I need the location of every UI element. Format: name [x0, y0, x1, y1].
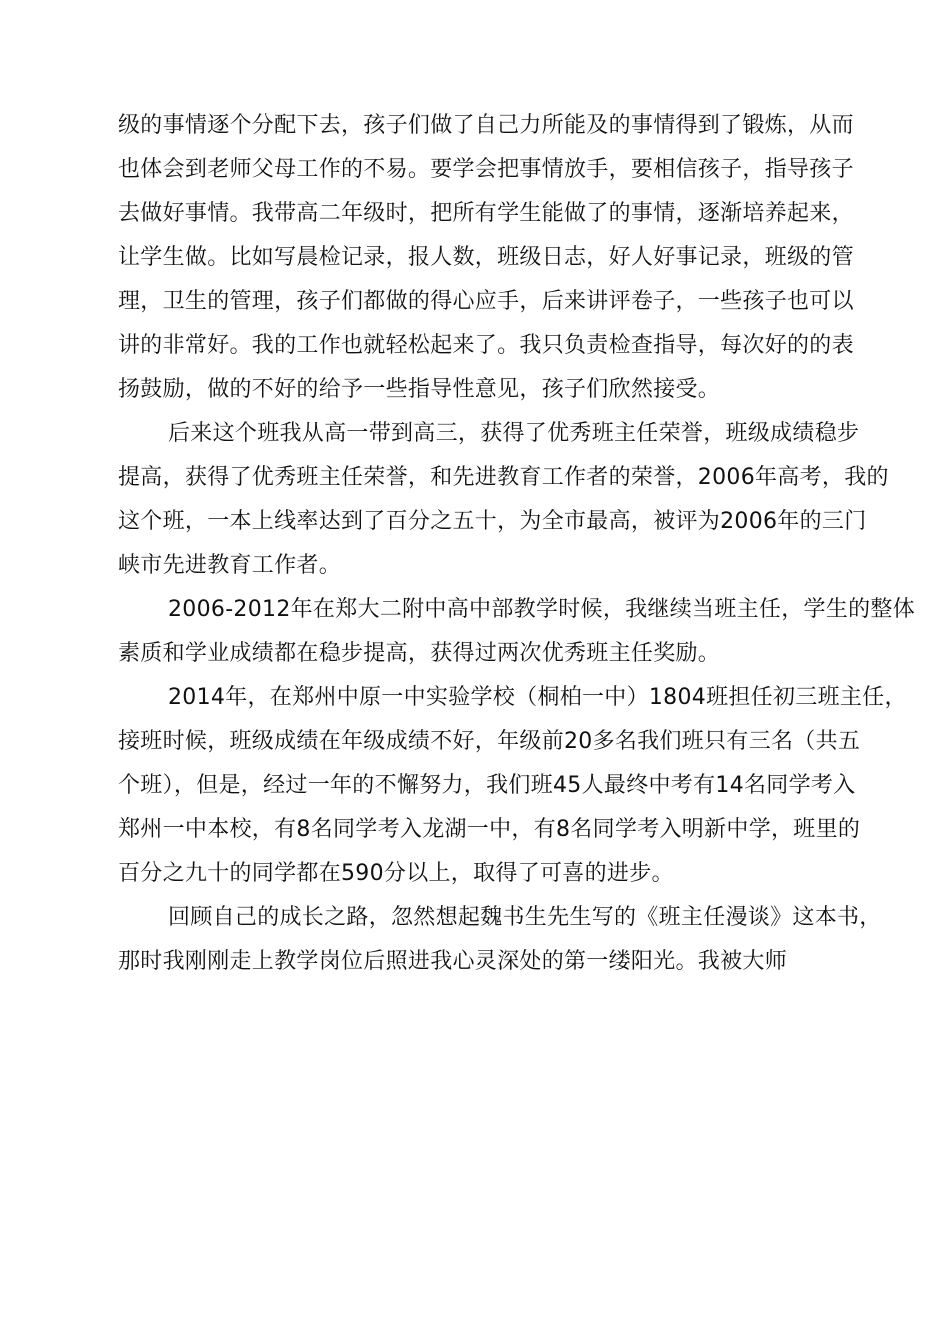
text-line: 接班时候，班级成绩在年级成绩不好，年级前20多名我们班只有三名（共五 — [118, 729, 861, 754]
paragraph-first-line: 2014年，在郑州中原一中实验学校（桐柏一中）1804班担任初三班主任， — [168, 685, 907, 710]
text-line: 也体会到老师父母工作的不易。要学会把事情放手，要相信孩子，指导孩子 — [118, 157, 854, 182]
paragraph-first-line: 后来这个班我从高一带到高三，获得了优秀班主任荣誉，班级成绩稳步 — [168, 421, 860, 446]
text-line: 扬鼓励，做的不好的给予一些指导性意见，孩子们欣然接受。 — [118, 377, 721, 402]
paragraph-first-line: 回顾自己的成长之路，忽然想起魏书生先生写的《班主任漫谈》这本书， — [168, 905, 882, 930]
text-line: 让学生做。比如写晨检记录，报人数，班级日志，好人好事记录，班级的管 — [118, 245, 854, 270]
text-line: 提高，获得了优秀班主任荣誉，和先进教育工作者的荣誉，2006年高考，我的 — [118, 465, 889, 490]
body-text — [118, 104, 950, 984]
text-line: 峡市先进教育工作者。 — [118, 553, 342, 578]
text-line: 理，卫生的管理，孩子们都做的得心应手，后来讲评卷子，一些孩子也可以 — [118, 289, 854, 314]
text-line: 讲的非常好。我的工作也就轻松起来了。我只负责检查指导，每次好的的表 — [118, 333, 854, 358]
text-line: 个班），但是，经过一年的不懈努力，我们班45人最终中考有14名同学考入 — [118, 773, 856, 798]
text-line: 郑州一中本校，有8名同学考入龙湖一中，有8名同学考入明新中学，班里的 — [118, 817, 861, 842]
text-line: 这个班，一本上线率达到了百分之五十，为全市最高，被评为2006年的三门 — [118, 509, 867, 534]
text-line: 级的事情逐个分配下去，孩子们做了自己力所能及的事情得到了锻炼，从而 — [118, 113, 854, 138]
paragraph-first-line: 2006-2012年在郑大二附中高中部教学时候，我继续当班主任，学生的整体 — [168, 597, 916, 622]
text-line: 百分之九十的同学都在590分以上，取得了可喜的进步。 — [118, 861, 674, 886]
text-line: 去做好事情。我带高二年级时，把所有学生能做了的事情，逐渐培养起来， — [118, 201, 854, 226]
text-line: 那时我刚刚走上教学岗位后照进我心灵深处的第一缕阳光。我被大师 — [118, 949, 788, 974]
text-line: 素质和学业成绩都在稳步提高，获得过两次优秀班主任奖励。 — [118, 641, 721, 666]
